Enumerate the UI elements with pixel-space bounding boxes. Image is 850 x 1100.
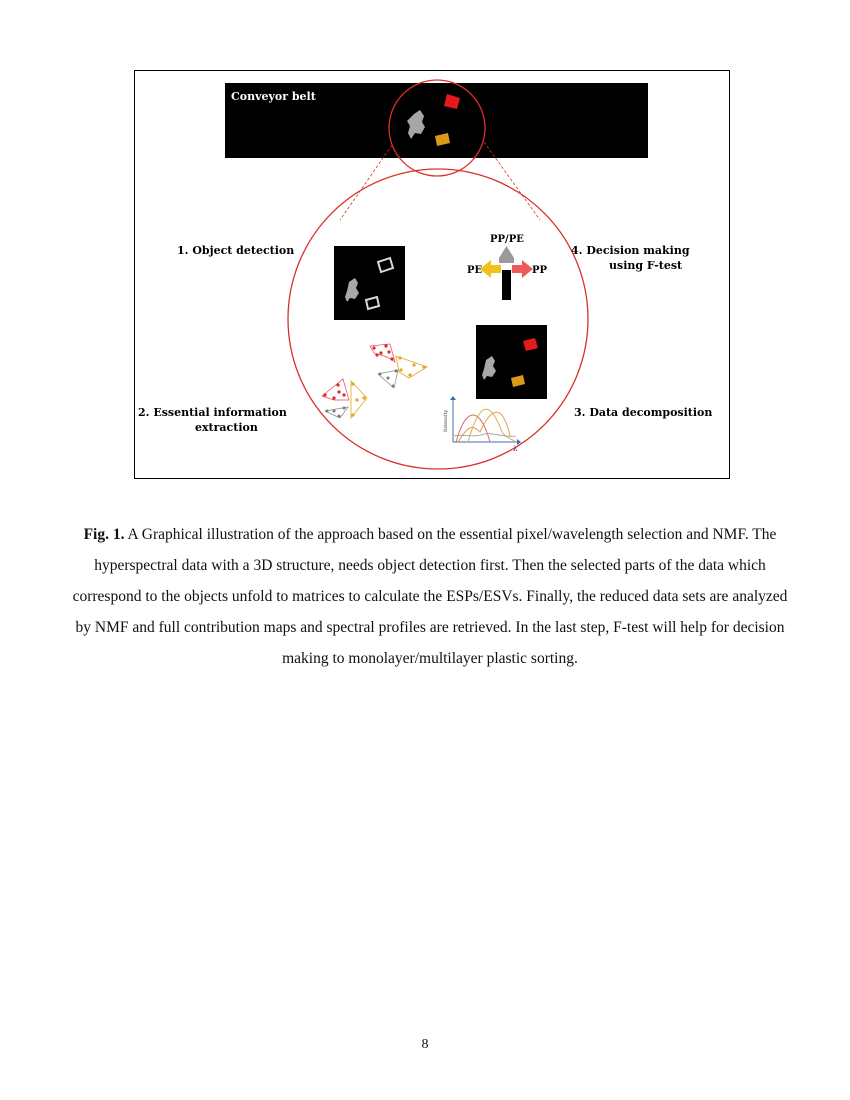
plot-x-label: λ xyxy=(513,445,518,453)
step2-label-line1: 2. Essential information xyxy=(138,406,287,419)
arrow-right-label: PP xyxy=(532,265,548,276)
step2-label-line2: extraction xyxy=(195,421,258,434)
conveyor-belt-label: Conveyor belt xyxy=(231,90,316,103)
step4-label-line2: using F-test xyxy=(609,259,683,272)
caption-label: Fig. 1. xyxy=(83,526,125,543)
decision-stem xyxy=(502,270,511,300)
page-number: 8 xyxy=(421,1037,429,1052)
caption-text: A Graphical illustration of the approach based on the essential pixel/wavelength selection and NMF. The hyperspectral data with a 3D structure, needs object detection first. Then the selected parts of the data which correspond to the objects unfold to matrices to calculate the ESPs/ESVs. Finally, the reduced data sets are analyzed by NMF and full contribution maps and spectral profiles are retrieved. In the last step, F-test will help for decision making to monolayer/multilayer plastic sorting. xyxy=(72,526,788,667)
step1-label: 1. Object detection xyxy=(177,244,295,257)
arrow-up-label: PP/PE xyxy=(490,234,524,245)
step4-label-line1: 4. Decision making xyxy=(571,244,690,257)
figure-caption xyxy=(70,519,790,674)
step3-label: 3. Data decomposition xyxy=(574,406,713,419)
figure-illustration xyxy=(134,70,730,479)
arrow-left-label: PE xyxy=(467,265,483,276)
plot-y-label: Intensity xyxy=(443,409,449,432)
